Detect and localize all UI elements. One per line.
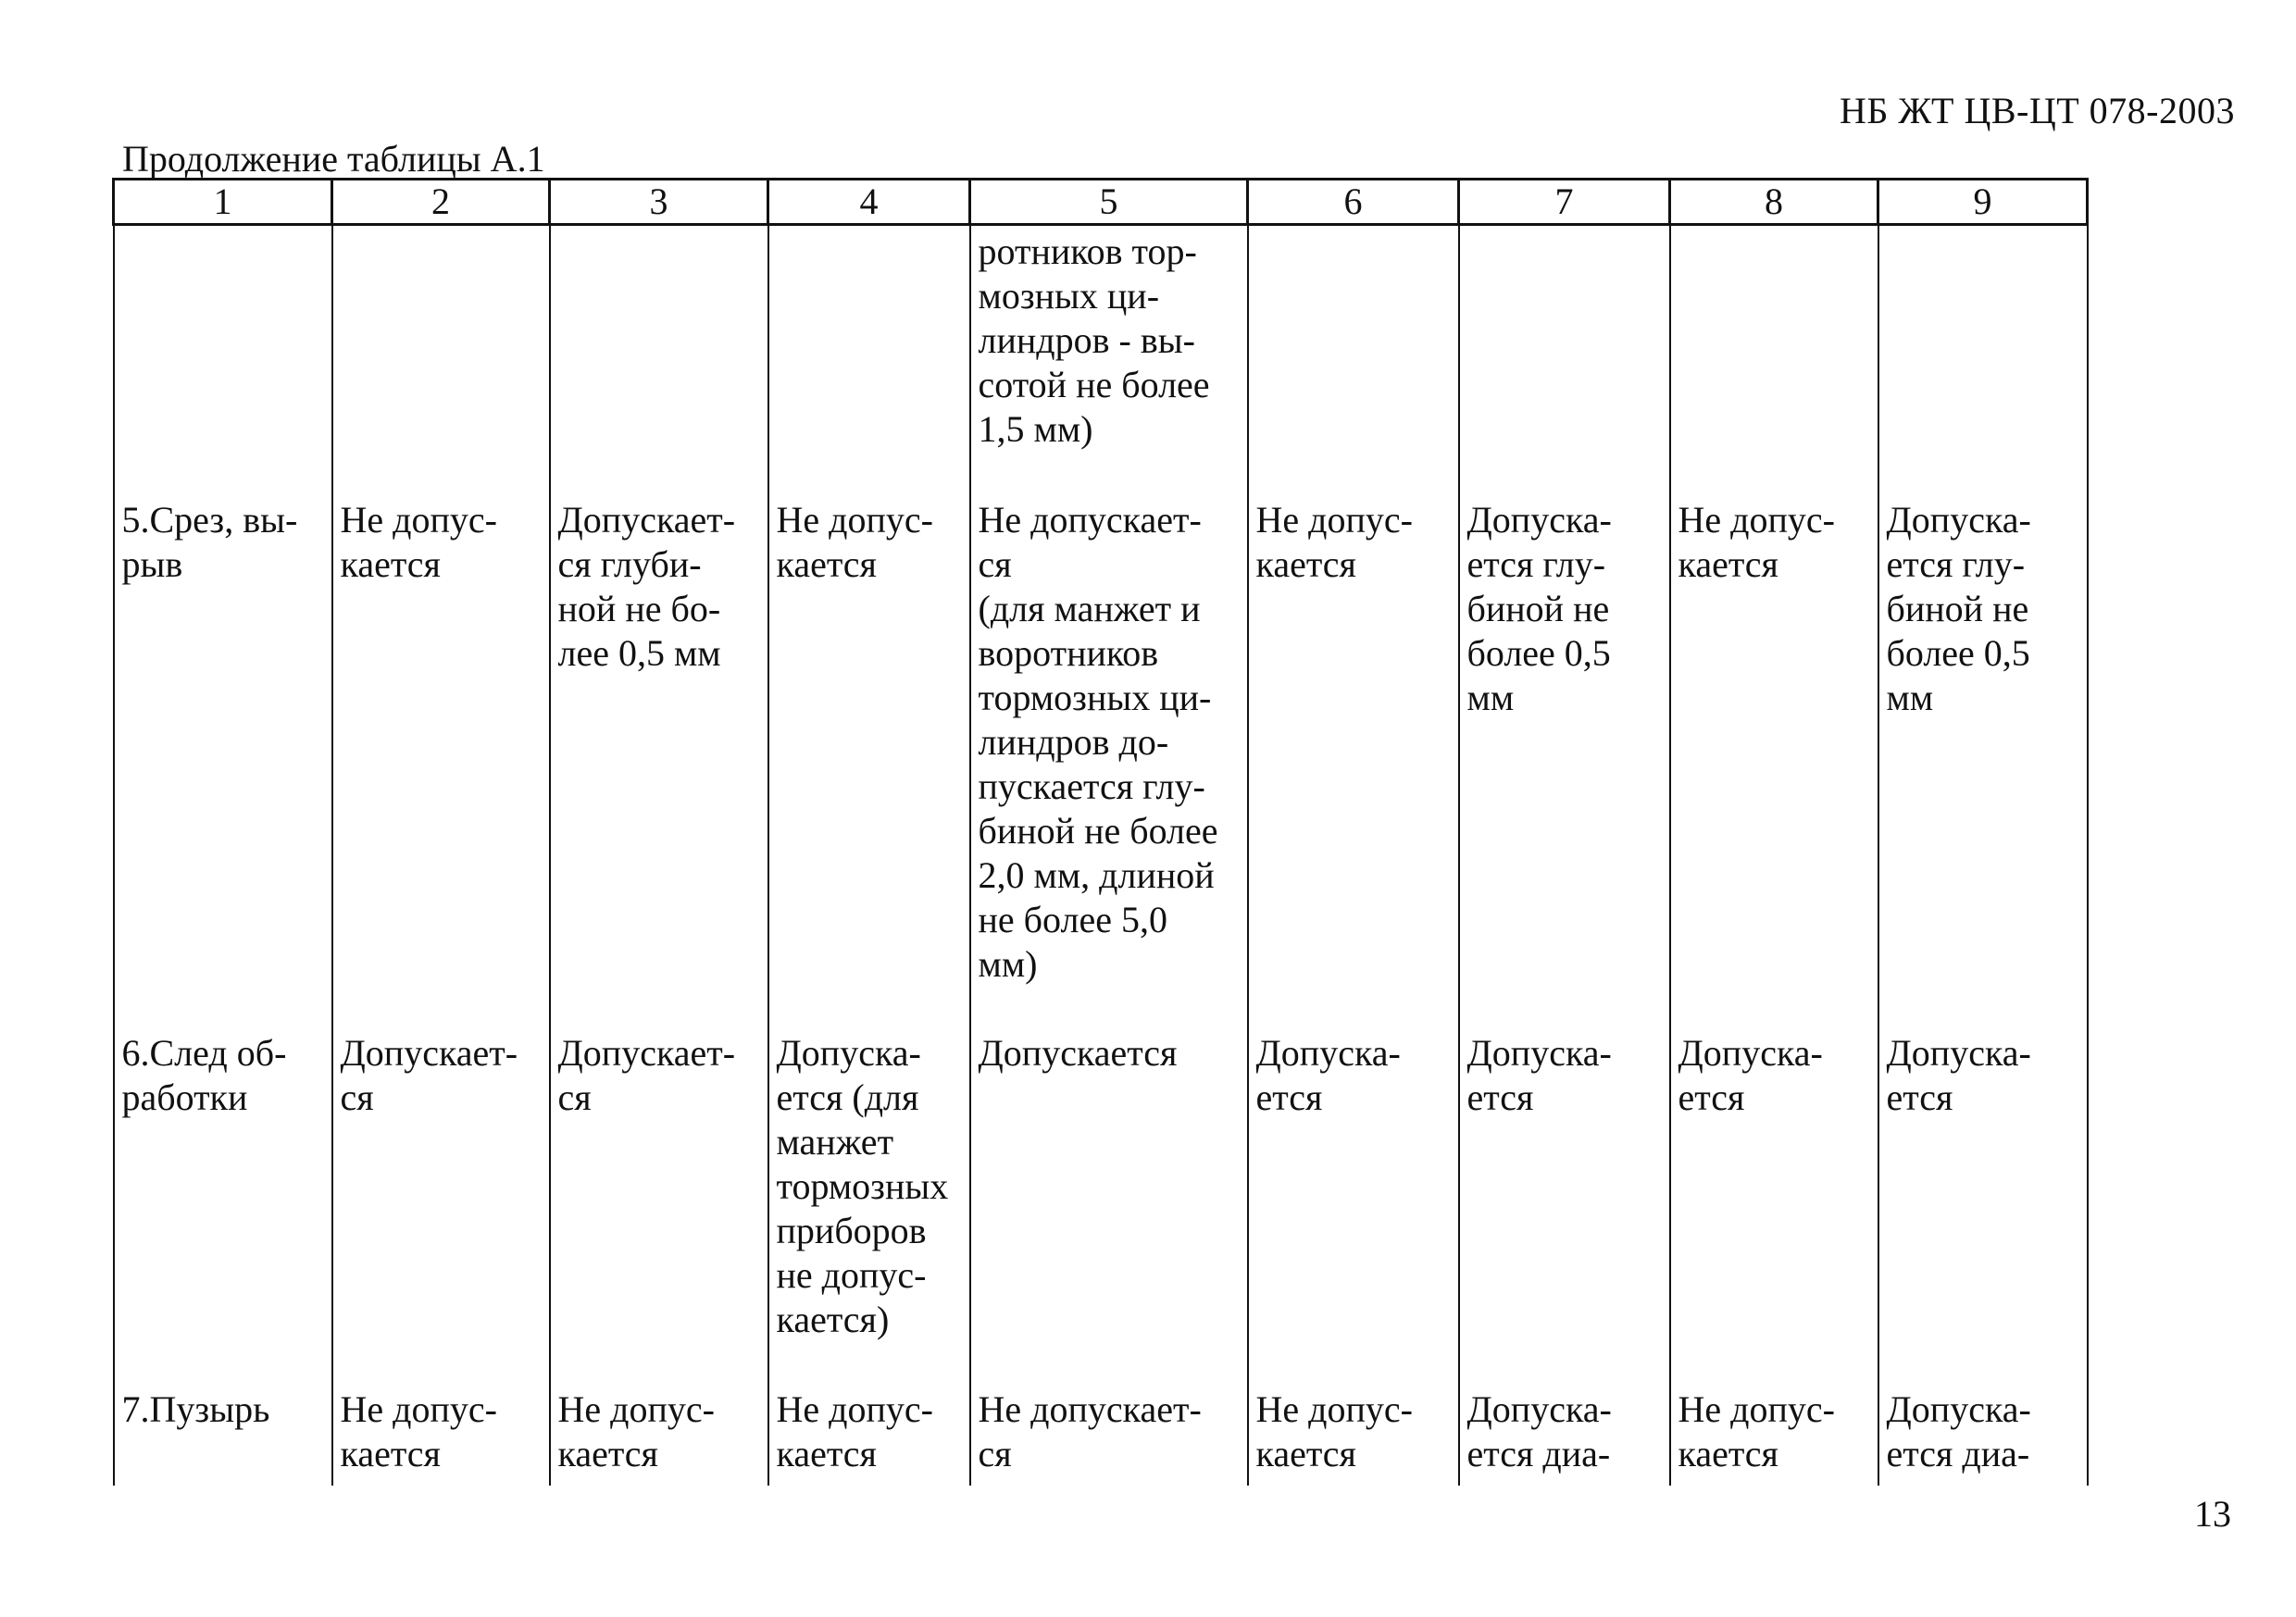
cell-text-line: 2,0 мм, длиной [978,854,1215,896]
cell-text-line: ся [340,1076,374,1118]
table-cell [114,1387,332,1486]
table-row [114,225,2088,499]
cell-text-line: рыв [121,543,183,585]
cell-text-line: кается [340,1433,441,1474]
cell-text-line: Не допус- [1678,499,1835,541]
cell-text-line: кается [340,543,441,585]
cell-text-line: ся глуби- [557,543,702,585]
cell-text-line: ется [1466,1076,1534,1118]
column-header-5: 5 [970,180,1248,225]
table-cell [970,225,1248,499]
table-cell [332,225,550,499]
table-cell [332,1387,550,1486]
cell-text-line: 7.Пузырь [121,1388,270,1430]
table-header [114,180,2088,225]
cell-text-line: мм [1466,677,1515,718]
cell-text-line: линдров до- [978,721,1169,763]
table-row [114,498,2088,1031]
column-header-6: 6 [1248,180,1459,225]
table-cell [114,225,332,499]
cell-text-line: Допуска- [1466,1032,1612,1074]
column-header-3: 3 [550,180,768,225]
cell-text-line: 1,5 мм) [978,408,1093,450]
cell-text-line: линдров - вы- [978,319,1195,361]
cell-text-line: Не допус- [776,499,933,541]
table-cell [1670,225,1878,499]
cell-text-line: кается [1255,1433,1356,1474]
table-row [114,1387,2088,1486]
table-cell [1878,225,2088,499]
cell-text-line: ется глу- [1886,543,2026,585]
cell-text-line: 6.След об- [121,1032,287,1074]
cell-text-line: мозных ци- [978,275,1160,317]
cell-text-line: кается) [776,1299,890,1340]
table-cell [550,1031,768,1387]
cell-text-line: сотой не более [978,364,1210,405]
cell-text-line: кается [1255,543,1356,585]
table-cell [1878,1387,2088,1486]
cell-text-line: Допускает- [340,1032,518,1074]
cell-text-line: лее 0,5 мм [557,632,721,674]
table-cell [1248,498,1459,1031]
table-cell [1459,1031,1670,1387]
cell-text-line: 5.Срез, вы- [121,499,298,541]
cell-text-line: Допуска- [1886,499,2031,541]
cell-text-line: воротников [978,632,1159,674]
table-cell [332,1031,550,1387]
cell-text-line: ся [978,543,1012,585]
cell-text-line: ется [1886,1076,1953,1118]
cell-text-line: ется (для [776,1076,919,1118]
table-cell [970,1031,1248,1387]
table-cell [768,498,970,1031]
cell-text-line: кается [776,543,877,585]
cell-text-line: Не допускает- [978,1388,1202,1430]
cell-text-line: кается [1678,543,1778,585]
table-cell [768,225,970,499]
table-row [114,1031,2088,1387]
table-cell [1248,1387,1459,1486]
cell-text-line: ется диа- [1886,1433,2030,1474]
cell-text-line: Допуска- [1886,1032,2031,1074]
cell-text-line: тормозных [776,1165,949,1207]
cell-text-line: ся [978,1433,1012,1474]
cell-text-line: Не допус- [557,1388,715,1430]
table-cell [768,1387,970,1486]
cell-text-line: Допускает- [557,499,736,541]
cell-text-line: ется глу- [1466,543,1606,585]
cell-text-line: пускается глу- [978,765,1205,807]
cell-text-line: ной не бо- [557,588,721,629]
cell-text-line: ется [1678,1076,1745,1118]
table-cell [970,1387,1248,1486]
cell-text-line: Не допус- [1255,499,1413,541]
column-header-7: 7 [1459,180,1670,225]
column-header-9: 9 [1878,180,2088,225]
page-number: 13 [2194,1493,2231,1535]
cell-text-line: биной не более [978,810,1218,852]
cell-text-line: Допуска- [1886,1388,2031,1430]
table-cell [1248,225,1459,499]
cell-text-line: более 0,5 [1886,632,2030,674]
cell-text-line: ся [557,1076,592,1118]
table-body [114,225,2088,1486]
document-code: НБ ЖТ ЦВ-ЦТ 078-2003 [1840,90,2235,131]
cell-text-line: более 0,5 [1466,632,1611,674]
table-cell [1459,1387,1670,1486]
cell-text-line: кается [1678,1433,1778,1474]
cell-text-line: не допус- [776,1254,927,1296]
cell-text-line: (для манжет и [978,588,1201,629]
cell-text-line: Допускается [978,1032,1178,1074]
cell-text-line: приборов [776,1210,927,1251]
cell-text-line: Допуска- [776,1032,921,1074]
column-header-1: 1 [114,180,332,225]
cell-text-line: биной не [1886,588,2029,629]
table-cell [114,1031,332,1387]
table-cell [550,225,768,499]
table-cell [1248,1031,1459,1387]
table-cell [970,498,1248,1031]
table-cell [1670,498,1878,1031]
cell-text-line: мм [1886,677,1934,718]
cell-text-line: мм) [978,943,1038,985]
table-cell [1878,498,2088,1031]
cell-text-line: ротников тор- [978,230,1197,272]
table-cell [332,498,550,1031]
cell-text-line: Не допус- [340,499,497,541]
table-cell [550,498,768,1031]
cell-text-line: Допускает- [557,1032,736,1074]
column-header-8: 8 [1670,180,1878,225]
cell-text-line: кается [776,1433,877,1474]
table-cell [768,1031,970,1387]
cell-text-line: кается [557,1433,658,1474]
cell-text-line: ется диа- [1466,1433,1611,1474]
cell-text-line: биной не [1466,588,1610,629]
header-row [114,180,2088,225]
column-header-2: 2 [332,180,550,225]
cell-text-line: не более 5,0 [978,899,1167,940]
cell-text-line: Не допус- [1678,1388,1835,1430]
cell-text-line: Не допус- [340,1388,497,1430]
table-cell [1670,1387,1878,1486]
cell-text-line: Не допус- [776,1388,933,1430]
cell-text-line: Допуска- [1255,1032,1401,1074]
cell-text-line: манжет [776,1121,894,1163]
cell-text-line: ется [1255,1076,1323,1118]
cell-text-line: Допуска- [1466,499,1612,541]
table-cell [114,498,332,1031]
cell-text-line: тормозных ци- [978,677,1212,718]
cell-text-line: Не допускает- [978,499,1202,541]
cell-text-line: Допуска- [1678,1032,1823,1074]
defects-table [112,178,2089,1486]
table-cell [1878,1031,2088,1387]
table-cell [1459,498,1670,1031]
cell-text-line: Допуска- [1466,1388,1612,1430]
table-continuation-caption: Продолжение таблицы А.1 [122,138,545,180]
table-cell [1670,1031,1878,1387]
table-cell [550,1387,768,1486]
column-header-4: 4 [768,180,970,225]
table-cell [1459,225,1670,499]
cell-text-line: Не допус- [1255,1388,1413,1430]
cell-text-line: работки [121,1076,248,1118]
